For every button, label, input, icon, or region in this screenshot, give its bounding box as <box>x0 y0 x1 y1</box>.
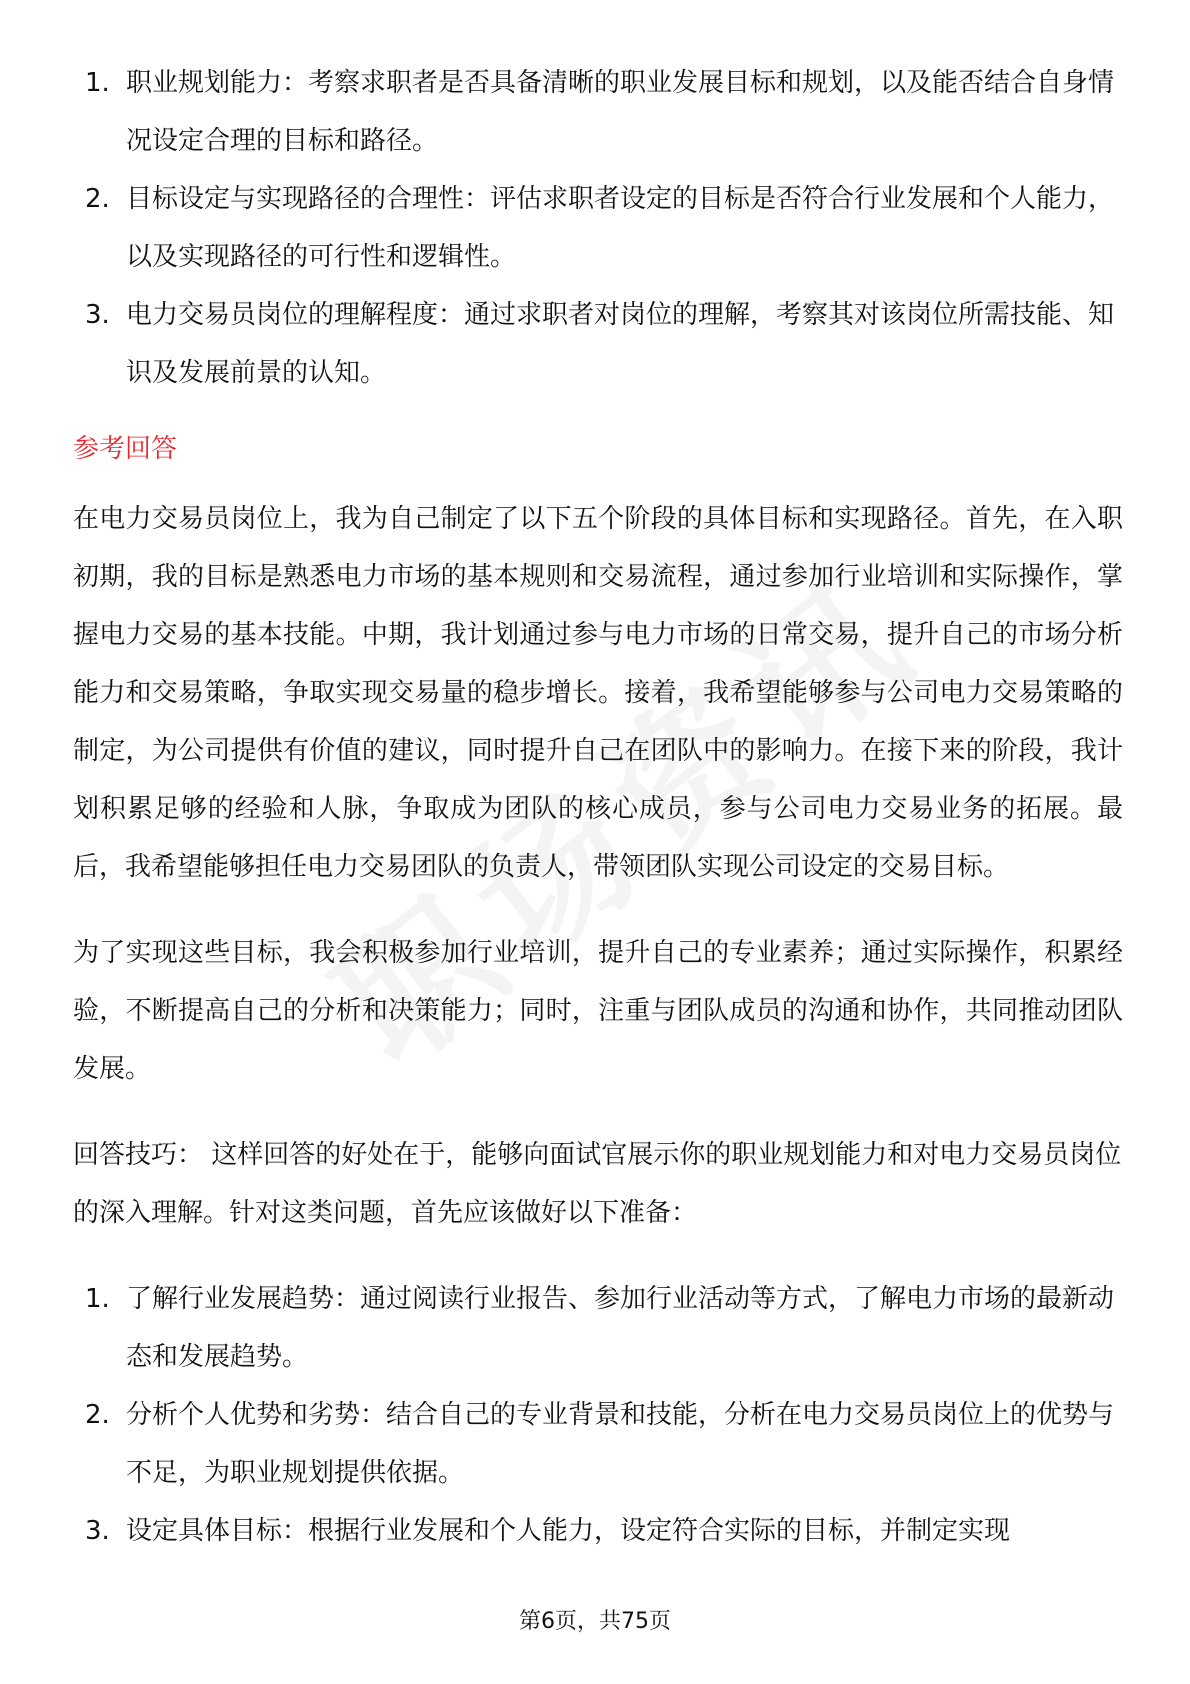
list-number: 2. <box>85 1400 110 1430</box>
tips-intro: 回答技巧： 这样回答的好处在于，能够向面试官展示你的职业规划能力和对电力交易员岗位的深入理解。针对这类问题，首先应该做好以下准备： <box>73 1140 1122 1228</box>
list-number: 2. <box>85 184 110 214</box>
list-item <box>73 286 1123 402</box>
list-number: 1. <box>85 68 110 98</box>
list-item <box>73 1270 1123 1386</box>
list-number: 3. <box>85 1516 110 1546</box>
list-item <box>73 1502 1123 1560</box>
list-text: 目标设定与实现路径的合理性：评估求职者设定的目标是否符合行业发展和个人能力，以及实现路径的可行性和逻辑性。 <box>126 184 1115 272</box>
section-heading: 参考回答 <box>73 434 178 464</box>
list-item <box>73 54 1123 170</box>
list-text: 分析个人优势和劣势：结合自己的专业背景和技能，分析在电力交易员岗位上的优势与不足，为职业规划提供依据。 <box>126 1400 1115 1488</box>
list-text: 电力交易员岗位的理解程度：通过求职者对岗位的理解，考察其对该岗位所需技能、知识及发展前景的认知。 <box>126 300 1115 388</box>
evaluation-points-list <box>73 54 1123 402</box>
page-number-footer: 第6页，共75页 <box>519 1609 671 1634</box>
list-item <box>73 170 1123 286</box>
answer-paragraph: 为了实现这些目标，我会积极参加行业培训，提升自己的专业素养；通过实际操作，积累经验，不断提高自己的分析和决策能力；同时，注重与团队成员的沟通和协作，共同推动团队发展。 <box>73 938 1123 1084</box>
list-number: 1. <box>85 1284 110 1314</box>
list-number: 3. <box>85 300 110 330</box>
list-text: 了解行业发展趋势：通过阅读行业报告、参加行业活动等方式，了解电力市场的最新动态和发展趋势。 <box>126 1284 1115 1372</box>
list-text: 职业规划能力：考察求职者是否具备清晰的职业发展目标和规划，以及能否结合自身情况设定合理的目标和路径。 <box>126 68 1115 156</box>
list-text: 设定具体目标：根据行业发展和个人能力，设定符合实际的目标，并制定实现 <box>126 1516 1011 1546</box>
list-item <box>73 1386 1123 1502</box>
page-content <box>73 54 1123 1560</box>
answer-paragraph: 在电力交易员岗位上，我为自己制定了以下五个阶段的具体目标和实现路径。首先，在入职初期，我的目标是熟悉电力市场的基本规则和交易流程，通过参加行业培训和实际操作，掌握电力交易的基本技能。中期，我计划通过参与电力市场的日常交易，提升自己的市场分析能力和交易策略，争取实现交易量的稳步增长。接着，我希望能够参与公司电力交易策略的制定，为公司提供有价值的建议，同时提升自己在团队中的影响力。在接下来的阶段，我计划积累足够的经验和人脉，争取成为团队的核心成员，参与公司电力交易业务的拓展。最后，我希望能够担任电力交易团队的负责人，带领团队实现公司设定的交易目标。 <box>73 504 1123 882</box>
tips-list <box>73 1270 1123 1560</box>
